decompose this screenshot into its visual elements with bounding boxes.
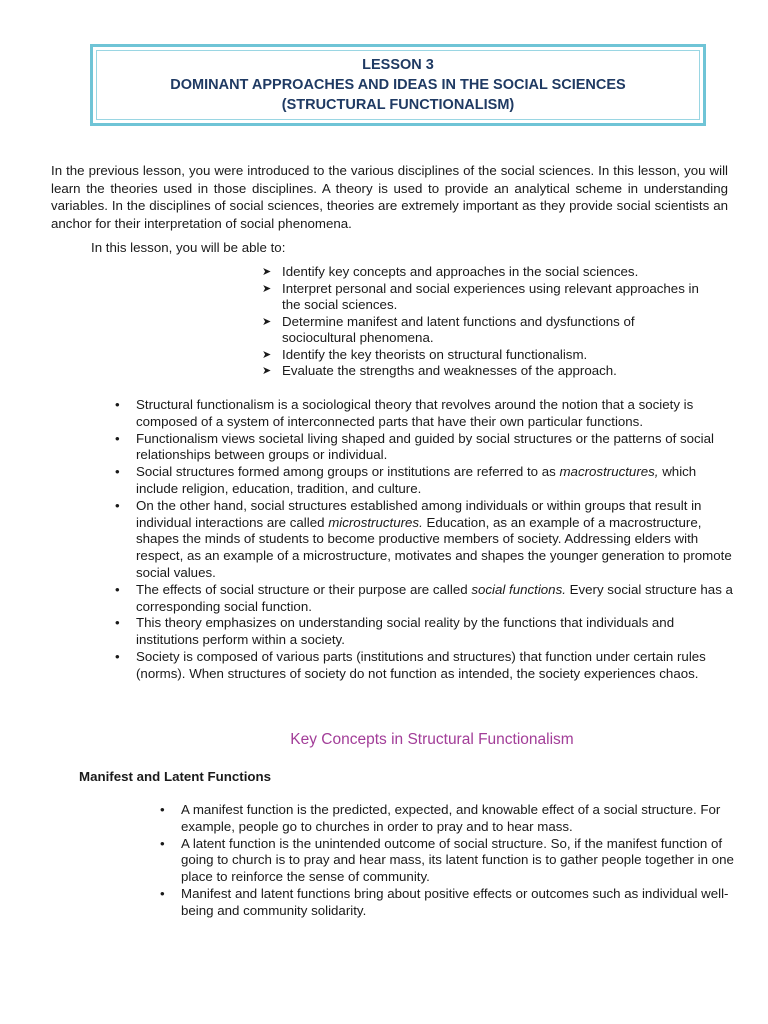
list-item: • A manifest function is the predicted, expected, and knowable effect of a social structure. For example, people go to churches in order to pray and to hear mass. (160, 802, 721, 834)
lesson-number: LESSON 3 (362, 57, 434, 73)
objective-item: ➤ Interpret personal and social experiences using relevant approaches in the social sciences. (262, 280, 699, 312)
bullet-icon: • (115, 648, 120, 664)
list-item: • This theory emphasizes on understanding social reality by the functions that individuals and institutions perform within a society. (115, 615, 675, 648)
objective-item: ➤ Determine manifest and latent functions and dysfunctions of sociocultural phenomena. (262, 313, 635, 345)
bullet-icon: • (160, 835, 165, 851)
bullet-icon: • (115, 464, 120, 480)
arrow-bullet-icon: ➤ (262, 282, 272, 295)
manifest-latent-bullets (160, 802, 740, 920)
bullet-icon: • (115, 430, 120, 446)
subheading-manifest-latent: Manifest and Latent Functions (79, 769, 272, 784)
list-item: • On the other hand, social structures established among individuals or within groups that result in individual interactions are called microstructures. Education, as an example of a macrostructure, shapes the minds of students to become productive members of society. Addressing elders with respect, as an example of a microstructure, motivates and shapes the younger generation to promote social values. (115, 497, 732, 580)
lesson-title-box (90, 44, 706, 126)
bullet-icon: • (115, 581, 120, 597)
arrow-bullet-icon: ➤ (262, 315, 272, 328)
bullet-icon: • (160, 802, 165, 817)
functionalism-bullets (115, 397, 735, 683)
objective-item: ➤ Identify key concepts and approaches in the social sciences. (262, 264, 639, 279)
bullet-icon: • (115, 497, 120, 513)
list-item: • Social structures formed among groups or institutions are referred to as macrostructures, which include religion, education, tradition, and culture. (115, 464, 697, 496)
emphasis-term: macrostructures, (559, 464, 659, 480)
list-item: • Manifest and latent functions bring about positive effects or outcomes such as individual well-being and community solidarity. (160, 885, 729, 918)
bullet-icon: • (160, 885, 165, 901)
list-item: • Society is composed of various parts (institutions and structures) that function under certain rules (norms). When structures of society do not function as intended, the society experiences chaos. (115, 648, 706, 681)
list-item: • A latent function is the unintended outcome of social structure. So, if the manifest function of going to church is to pray and hear mass, its latent function is to gather people together in one place to reinforce the sense of community. (160, 835, 734, 885)
arrow-bullet-icon: ➤ (262, 266, 272, 278)
list-item: • Functionalism views societal living shaped and guided by social structures or the patterns of social relationships between groups or individual. (115, 430, 714, 463)
objectives-intro: In this lesson, you will be able to: (91, 240, 286, 255)
lesson-subheading: (STRUCTURAL FUNCTIONALISM) (281, 97, 515, 113)
lesson-heading: DOMINANT APPROACHES AND IDEAS IN THE SOCIAL SCIENCES (170, 77, 626, 93)
objective-item: ➤ Identify the key theorists on structural functionalism. (262, 346, 588, 362)
arrow-bullet-icon: ➤ (262, 348, 272, 361)
list-item: • Structural functionalism is a sociological theory that revolves around the notion that a society is composed of a system of interconnected parts that have their own particular functions. (115, 397, 694, 429)
intro-paragraph: In the previous lesson, you were introduced to the various disciplines of the social sciences. In this lesson, you will learn the theories used in those disciplines. A theory is used to provide an analytical scheme in understanding variables. In the disciplines of social sciences, theories are extremely important as they provide social scientists an anchor for their interpretation of social phenomena. (51, 163, 728, 231)
list-item: • The effects of social structure or their purpose are called social functions. Every social structure has a corresponding social function. (115, 581, 733, 614)
section-title: Key Concepts in Structural Functionalism (290, 731, 574, 748)
objective-item: ➤ Evaluate the strengths and weaknesses of the approach. (262, 363, 617, 378)
objectives-list (262, 264, 702, 380)
arrow-bullet-icon: ➤ (262, 365, 272, 377)
emphasis-term: social functions. (471, 581, 566, 597)
bullet-icon: • (115, 615, 120, 631)
lesson-title (96, 50, 700, 120)
emphasis-term: microstructures. (328, 514, 423, 530)
bullet-icon: • (115, 397, 120, 412)
